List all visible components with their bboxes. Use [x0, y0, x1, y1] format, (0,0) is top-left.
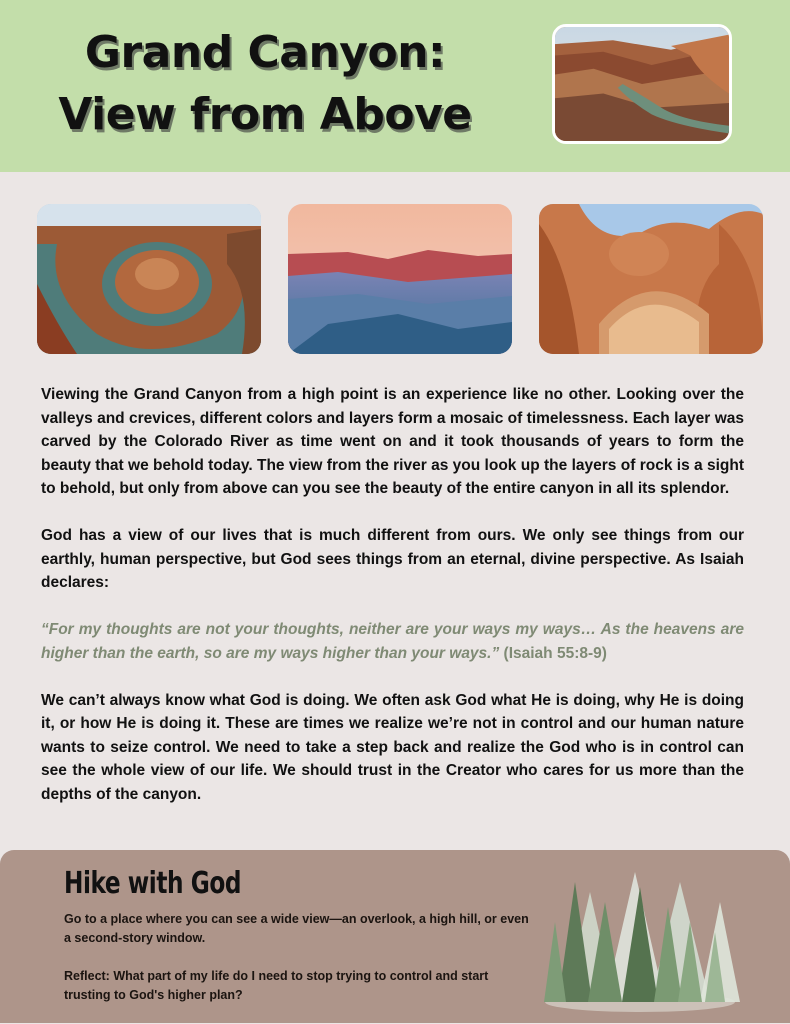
watercolor-trees-illustration: [540, 862, 745, 1012]
title-line-1: Grand Canyon:: [84, 27, 446, 78]
footer-instructions: [64, 910, 534, 1024]
footer-paragraph-2: Reflect: What part of my life do I need to stop trying to control and start trusting to God's higher plan?: [64, 969, 489, 1002]
paragraph-3: We can’t always know what God is doing. We often ask God what He is doing, why He is doing it, or how He is doing it. These are times we realize we’re not in control and our human nature wants to seize control. We need to take a step back and realize the God who is in control can see the whole view of our life. We should trust in the Creator who cares for us more than the depths of the canyon.: [41, 691, 744, 803]
page-title: [30, 22, 500, 146]
red-rock-arch-image: [539, 204, 763, 354]
title-line-2: View from Above: [58, 89, 472, 140]
footer-paragraph-1: Go to a place where you can see a wide view—an overlook, a high hill, or even a second-story window.: [64, 912, 529, 945]
canyon-river-aerial-image: [552, 24, 732, 144]
canyon-sunset-image: [288, 204, 512, 354]
footer-title: Hike with God: [64, 866, 242, 901]
paragraph-1: Viewing the Grand Canyon from a high point is an experience like no other. Looking over the valleys and crevices, different colors and layers form a mosaic of timelessness. Each layer was carved by the Colorado River as time went on and it took thousands of years to form the beauty that we behold today. The view from the river as you look up the layers of rock is a sight to behold, but only from above can you see the beauty of the entire canyon in all its splendor.: [41, 386, 744, 497]
article-body: [41, 383, 744, 830]
horseshoe-bend-image: [37, 204, 261, 354]
paragraph-2: God has a view of our lives that is much different from ours. We only see things from our earthly, human perspective, but God sees things from an eternal, divine perspective. As Isaiah declares:: [41, 527, 744, 591]
quote-reference: (Isaiah 55:8-9): [499, 644, 607, 662]
quote-text: “For my thoughts are not your thoughts, neither are your ways my ways… As the heavens are higher than the earth, so are my ways higher than your ways.”: [41, 621, 744, 662]
scripture-quote: [41, 618, 744, 665]
